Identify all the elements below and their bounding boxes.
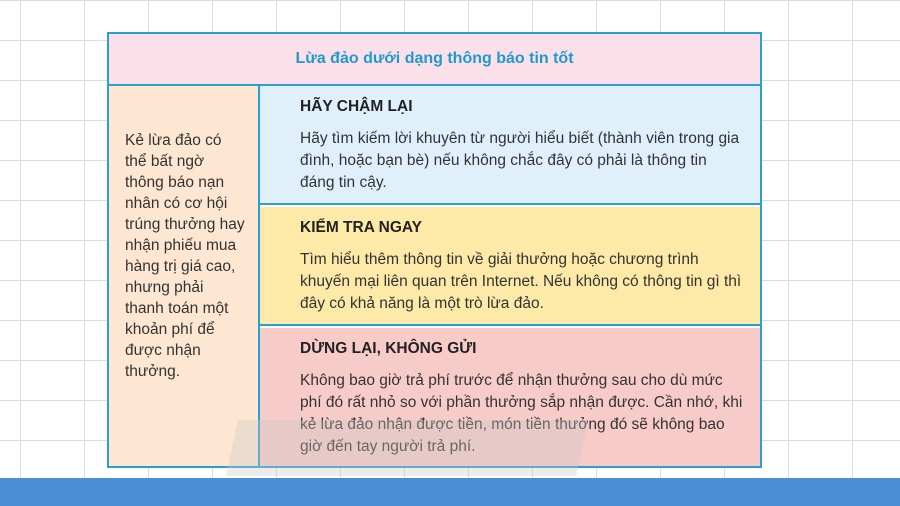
section-body: Không bao giờ trả phí trước để nhận thưởng sau cho dù mức phí đó rất nhỏ so với phần thưởng sắp nhận được. Cần nhớ, khi kẻ lừa đảo nhận được tiền, món tiền thưởng đó sẽ không bao giờ đến tay người trả phí. bbox=[300, 372, 743, 455]
section-heading: DỪNG LẠI, KHÔNG GỬI bbox=[300, 340, 477, 357]
section-slow-down bbox=[260, 86, 760, 205]
scam-description: Kẻ lừa đảo có thể bất ngờ thông báo nạn nhân có cơ hội trúng thưởng hay nhận phiếu mua hàng trị giá cao, nhưng phải thanh toán một khoản phí để được nhận thưởng. bbox=[109, 86, 260, 466]
watermark-logo bbox=[226, 420, 588, 476]
scam-info-card bbox=[107, 32, 762, 468]
section-body: Tìm hiểu thêm thông tin về giải thưởng hoặc chương trình khuyến mại liên quan trên Internet. Nếu không có thông tin gì thì đây có khả năng là một trò lừa đảo. bbox=[300, 251, 742, 312]
section-heading: HÃY CHẬM LẠI bbox=[300, 98, 413, 115]
bottom-bar bbox=[0, 478, 900, 506]
section-check-now bbox=[260, 207, 760, 326]
section-heading: KIỂM TRA NGAY bbox=[300, 219, 423, 236]
card-title: Lừa đảo dưới dạng thông báo tin tốt bbox=[109, 34, 760, 86]
section-body: Hãy tìm kiếm lời khuyên từ người hiểu biết (thành viên trong gia đình, hoặc bạn bè) nếu không chắc đây có phải là thông tin đáng tin cậy. bbox=[300, 130, 740, 191]
